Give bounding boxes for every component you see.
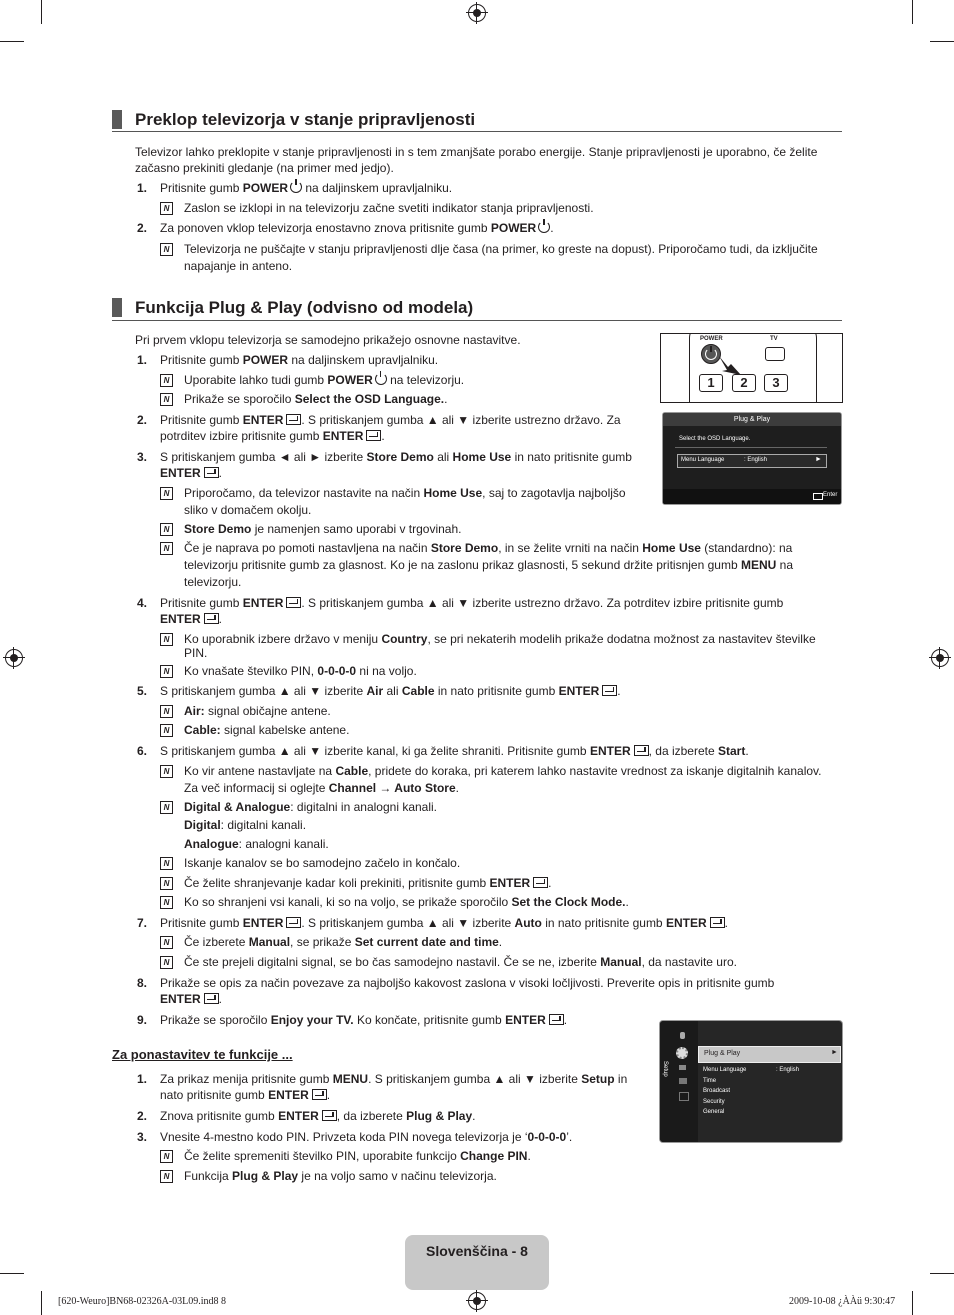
osd-side-label: Setup	[662, 1061, 668, 1077]
note-text: televizorju.	[184, 575, 242, 589]
picture-menu-icon	[680, 1032, 685, 1039]
step-number: 6.	[137, 744, 148, 758]
note-text: Prikaže se sporočilo Select the OSD Language..	[184, 392, 448, 406]
osd-menu-item[interactable]: Menu Language	[703, 1067, 747, 1073]
note-icon: N	[160, 393, 173, 406]
power-icon	[375, 373, 387, 385]
step-text: Prikaže se sporočilo Enjoy your TV. Ko končate, pritisnite gumb ENTER .	[160, 1013, 568, 1027]
step-number: 1.	[137, 181, 148, 195]
remote-illustration	[660, 333, 843, 403]
registration-mark-icon	[468, 1292, 486, 1310]
step-text: ENTER .	[160, 466, 223, 480]
note-text: PIN.	[184, 646, 208, 660]
note-text: Če želite shranjevanje kadar koli prekiniti, pritisnite gumb ENTER .	[184, 876, 552, 890]
step-number: 2.	[137, 413, 148, 427]
step-text: Pritisnite gumb POWER na daljinskem upravljalniku.	[160, 181, 453, 195]
note-text: Funkcija Plug & Play je na voljo samo v načinu televizorja.	[184, 1169, 497, 1183]
note-text: televizorju pritisnite gumb za glasnost. Ko je na zaslonu prikaz glasnosti, 5 sekund držite pritisnjen gumb MENU na	[184, 558, 793, 572]
step-text: ENTER .	[160, 612, 223, 626]
section-title-plug-play: Funkcija Plug & Play (odvisno od modela)	[135, 298, 474, 317]
step-number: 9.	[137, 1013, 148, 1027]
step-number: 8.	[137, 976, 148, 990]
registration-mark-icon	[5, 649, 23, 667]
step-number: 1.	[137, 353, 148, 367]
crop-mark	[41, 1291, 42, 1315]
note-icon: N	[160, 1150, 173, 1163]
arrow-right-icon: ►	[831, 1049, 838, 1056]
print-file-info: [620-Weuro]BN68-02326A-03L09.ind8 8	[58, 1296, 227, 1307]
osd-setup-menu-screen	[659, 1020, 843, 1143]
paragraph: začasno prekiniti gledanje (na primer med jedjo).	[135, 161, 394, 175]
osd-divider	[675, 447, 827, 448]
step-number: 5.	[137, 684, 148, 698]
paragraph: Televizor lahko preklopite v stanje pripravljenosti in s tem zmanjšate porabo energije. Stanje pripravljenosti je uporabno, če želite	[135, 145, 818, 159]
step-text: Pritisnite gumb ENTER . S pritiskanjem gumba ▲ ali ▼ izberite Auto in nato pritisnite gumb ENTER .	[160, 916, 728, 930]
note-icon: N	[160, 487, 173, 500]
note-text: Air: signal običajne antene.	[184, 704, 331, 718]
note-icon: N	[160, 1170, 173, 1183]
note-text: sliko v domačem okolju.	[184, 503, 312, 517]
subsection-title: Za ponastavitev te funkcije ...	[112, 1047, 293, 1062]
crop-mark	[912, 0, 913, 24]
crop-mark	[0, 41, 24, 42]
crop-mark	[930, 1273, 954, 1274]
note-text: Če želite spremeniti številko PIN, uporabite funkcijo Change PIN.	[184, 1149, 531, 1163]
crop-mark	[0, 1273, 24, 1274]
osd-row-label: Menu Language	[681, 457, 725, 463]
remote-tv-button-icon	[765, 347, 785, 361]
note-text: Ko uporabnik izbere državo v meniju Country, se pri nekaterih modelih prikaže dodatna možnost za nastavitev številke	[184, 632, 816, 646]
note-text: Analogue: analogni kanali.	[184, 837, 329, 851]
note-icon: N	[160, 857, 173, 870]
enter-icon	[204, 613, 219, 624]
step-text: Pritisnite gumb ENTER . S pritiskanjem gumba ▲ ali ▼ izberite ustrezno državo. Za potrditev izbire pritisnite gumb	[160, 596, 784, 610]
note-text: Za več informacij si oglejte Channel → Auto Store.	[184, 781, 459, 795]
step-text: Prikaže se opis za način povezave za najboljšo kakovost zaslona v visoki ločljivosti. Preverite opis in pritisnite gumb	[160, 976, 775, 990]
step-text: Vnesite 4-mestno kodo PIN. Privzeta koda PIN novega televizorja je ‘0-0-0-0’.	[160, 1130, 573, 1144]
step-text: Pritisnite gumb ENTER . S pritiskanjem gumba ▲ ali ▼ izberite ustrezno državo. Za	[160, 413, 621, 427]
note-text: Televizorja ne puščajte v stanju pripravljenosti dlje časa (na primer, ko greste na dopust). Priporočamo tudi, da izključite	[184, 242, 818, 256]
page-label: Slovenščina - 8	[426, 1243, 528, 1259]
step-number: 3.	[137, 450, 148, 464]
osd-row-value: : English	[744, 457, 768, 463]
note-text: Store Demo je namenjen samo uporabi v trgovinah.	[184, 522, 462, 536]
registration-mark-icon	[468, 4, 486, 22]
step-text: Pritisnite gumb POWER na daljinskem upravljalniku.	[160, 353, 439, 367]
step-text: S pritiskanjem gumba ▲ ali ▼ izberite kanal, ki ga želite shraniti. Pritisnite gumb ENTER , da izberete Start.	[160, 744, 749, 758]
enter-icon	[813, 493, 823, 500]
power-icon	[538, 221, 550, 233]
note-text: Ko so shranjeni vsi kanali, ki so na voljo, se prikaže sporočilo Set the Clock Mode..	[184, 895, 629, 909]
step-text: Za ponoven vklop televizorja enostavno znova pritisnite gumb POWER .	[160, 221, 554, 235]
gear-icon	[676, 1047, 688, 1059]
note-icon: N	[160, 243, 173, 256]
enter-icon	[204, 467, 219, 478]
step-number: 2.	[137, 221, 148, 235]
step-text: nato pritisnite gumb ENTER .	[160, 1088, 331, 1102]
enter-icon	[710, 917, 725, 928]
enter-icon	[312, 1089, 327, 1100]
support-menu-icon	[679, 1092, 689, 1101]
step-text: S pritiskanjem gumba ◄ ali ► izberite Store Demo ali Home Use in nato pritisnite gumb	[160, 450, 632, 464]
enter-icon	[533, 877, 548, 888]
note-icon: N	[160, 956, 173, 969]
remote-key-2: 2	[732, 374, 756, 392]
osd-selected-item[interactable]	[698, 1046, 841, 1063]
note-icon: N	[160, 665, 173, 678]
note-icon: N	[160, 896, 173, 909]
osd-menu-item[interactable]: Time	[703, 1078, 717, 1084]
enter-icon	[634, 745, 649, 756]
step-text: potrditev izbire pritisnite gumb ENTER .	[160, 429, 385, 443]
note-text: Priporočamo, da televizor nastavite na način Home Use, saj to zagotavlja najboljšo	[184, 486, 626, 500]
registration-mark-icon	[931, 649, 949, 667]
enter-icon	[366, 430, 381, 441]
osd-menu-item[interactable]: Security	[703, 1099, 725, 1105]
step-text: Za prikaz menija pritisnite gumb MENU. S pritiskanjem gumba ▲ ali ▼ izberite Setup in	[160, 1072, 628, 1086]
note-icon: N	[160, 523, 173, 536]
arrow-right-icon: ►	[815, 456, 822, 463]
power-icon	[290, 181, 302, 193]
osd-menu-item[interactable]: General	[703, 1109, 725, 1115]
enter-icon	[549, 1014, 564, 1025]
heading-bar	[112, 110, 122, 129]
crop-mark	[41, 0, 42, 24]
step-number: 2.	[137, 1109, 148, 1123]
note-icon: N	[160, 374, 173, 387]
step-number: 4.	[137, 596, 148, 610]
note-icon: N	[160, 801, 173, 814]
osd-enter-label: Enter	[823, 492, 838, 498]
remote-tv-label: TV	[770, 336, 778, 342]
power-icon	[705, 348, 717, 360]
note-text: Zaslon se izklopi in na televizorju začne svetiti indikator stanja pripravljenosti.	[184, 201, 594, 215]
note-icon: N	[160, 936, 173, 949]
step-number: 3.	[137, 1130, 148, 1144]
note-icon: N	[160, 705, 173, 718]
osd-menu-language-row[interactable]	[677, 454, 827, 468]
note-text: Če je naprava po pomoti nastavljena na način Store Demo, in se želite vrniti na način Home Use (standardno): na	[184, 541, 793, 555]
remote-key-1: 1	[699, 374, 723, 392]
osd-prompt: Select the OSD Language.	[679, 436, 751, 442]
input-menu-icon	[679, 1078, 687, 1084]
page-footer-tab	[405, 1235, 549, 1290]
step-number: 7.	[137, 916, 148, 930]
enter-icon	[286, 917, 301, 928]
step-text: S pritiskanjem gumba ▲ ali ▼ izberite Air ali Cable in nato pritisnite gumb ENTER .	[160, 684, 621, 698]
note-text: Ko vnašate številko PIN, 0-0-0-0 ni na voljo.	[184, 664, 417, 678]
note-icon: N	[160, 542, 173, 555]
note-text: Cable: signal kabelske antene.	[184, 723, 350, 737]
osd-title: Plug & Play	[663, 413, 841, 426]
enter-icon	[286, 597, 301, 608]
enter-icon	[602, 685, 617, 696]
enter-icon	[204, 993, 219, 1004]
heading-rule	[112, 320, 842, 321]
remote-power-label: POWER	[700, 336, 723, 342]
channel-menu-icon	[679, 1065, 686, 1070]
enter-icon	[322, 1110, 337, 1121]
heading-rule	[112, 131, 842, 132]
note-icon: N	[160, 202, 173, 215]
osd-plug-play-screen	[662, 412, 842, 505]
osd-menu-item[interactable]: Broadcast	[703, 1088, 731, 1094]
step-text: Znova pritisnite gumb ENTER , da izberete Plug & Play.	[160, 1109, 476, 1123]
osd-selected-label: Plug & Play	[704, 1050, 741, 1057]
note-text: napajanje in anteno.	[184, 259, 293, 273]
print-timestamp: 2009-10-08 ¿ÀÀü 9:30:47	[789, 1296, 896, 1307]
note-icon: N	[160, 877, 173, 890]
enter-icon	[286, 414, 301, 425]
remote-key-3: 3	[764, 374, 788, 392]
note-text: Če ste prejeli digitalni signal, se bo čas samodejno nastavil. Če se ne, izberite Manual, da nastavite uro.	[184, 955, 737, 969]
note-text: Če izberete Manual, se prikaže Set current date and time.	[184, 935, 503, 949]
pointer-arrow-icon	[717, 354, 747, 376]
osd-menu-item-value: : English	[776, 1067, 800, 1073]
crop-mark	[912, 1291, 913, 1315]
note-text: Digital: digitalni kanali.	[184, 818, 307, 832]
note-icon: N	[160, 765, 173, 778]
note-icon: N	[160, 633, 173, 646]
step-number: 1.	[137, 1072, 148, 1086]
crop-mark	[930, 41, 954, 42]
step-text: ENTER .	[160, 992, 223, 1006]
section-title-standby: Preklop televizorja v stanje pripravljenosti	[135, 110, 476, 129]
note-text: Ko vir antene nastavljate na Cable, pridete do koraka, pri katerem lahko nastavite vrednost za iskanje digitalnih kanalov.	[184, 764, 822, 778]
heading-bar	[112, 298, 122, 317]
note-text: Digital & Analogue: digitalni in analogni kanali.	[184, 800, 437, 814]
note-text: Iskanje kanalov se bo samodejno začelo in končalo.	[184, 856, 461, 870]
note-text: Uporabite lahko tudi gumb POWER na televizorju.	[184, 373, 465, 387]
note-icon: N	[160, 724, 173, 737]
paragraph: Pri prvem vklopu televizorja se samodejno prikažejo osnovne nastavitve.	[135, 333, 521, 347]
